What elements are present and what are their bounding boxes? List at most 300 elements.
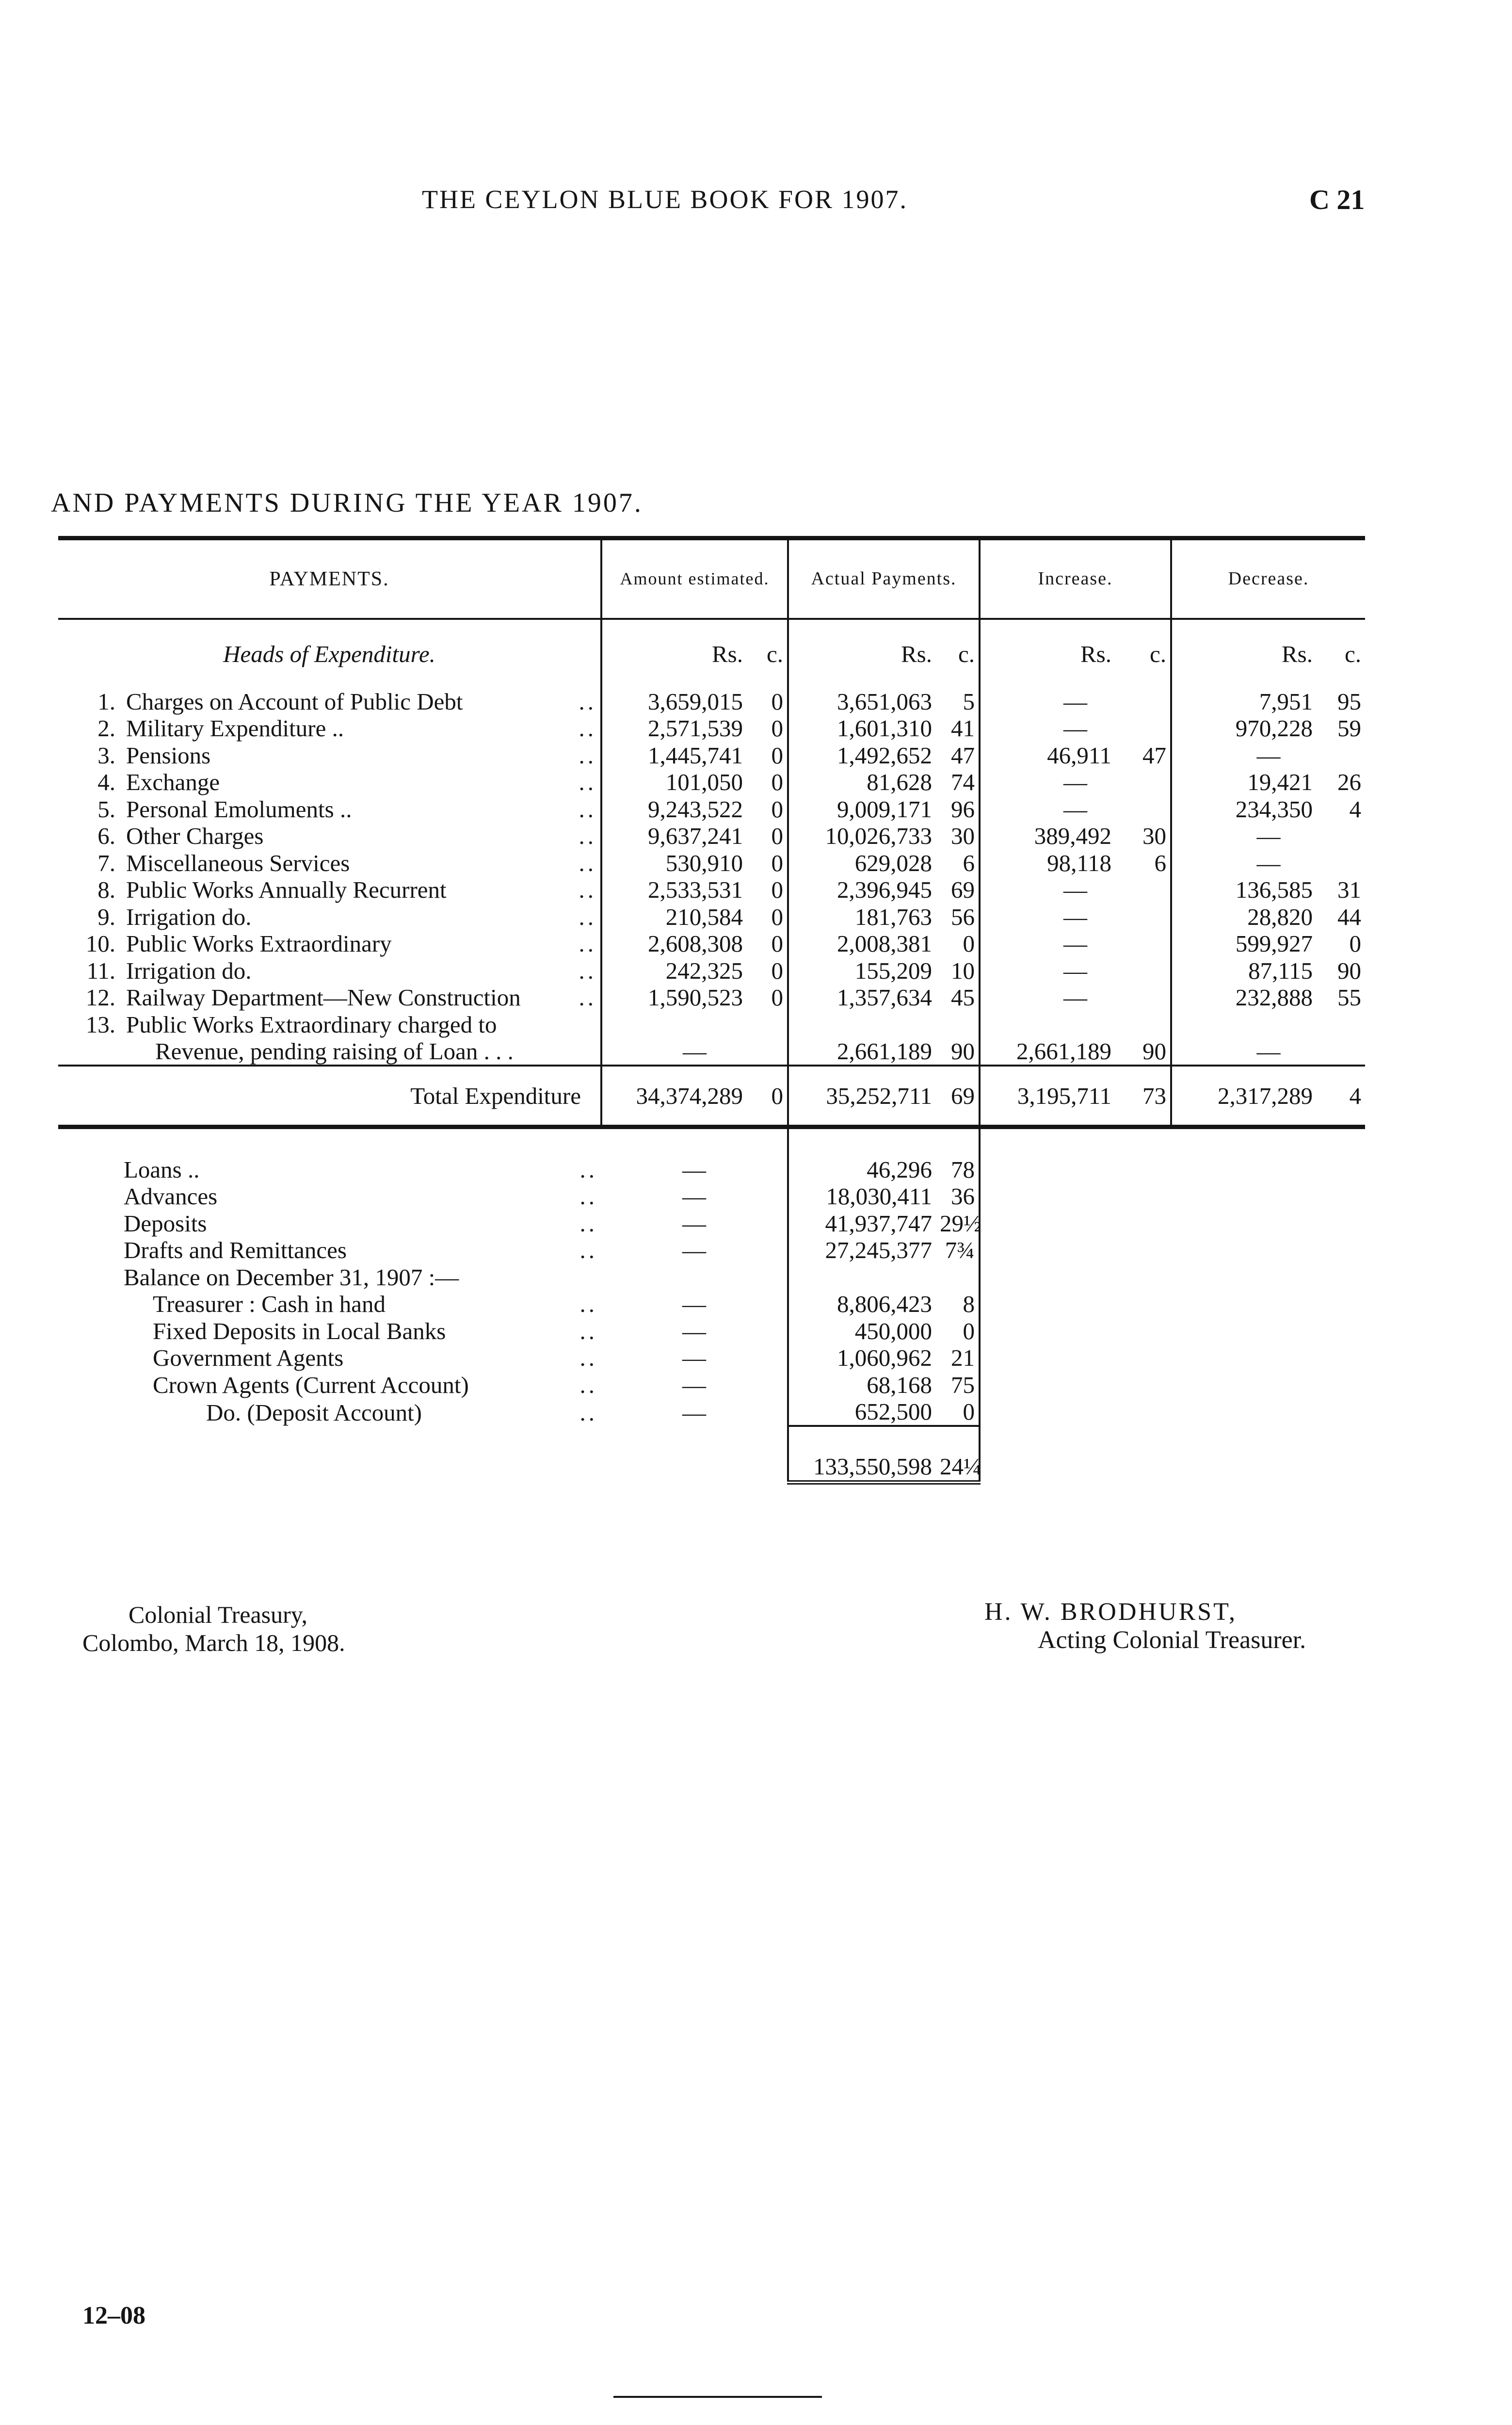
table-row	[58, 957, 1365, 984]
row-label	[58, 1210, 601, 1237]
empty-cell	[980, 1344, 1115, 1372]
row-label	[58, 1291, 601, 1318]
item-13-body	[58, 1011, 1365, 1156]
col-decrease: Decrease.	[1171, 538, 1365, 619]
empty-cell	[1115, 1263, 1171, 1291]
actual-c: 56	[951, 903, 975, 930]
decrease-rs: 136,585	[1171, 876, 1317, 904]
leader-dots: ..	[579, 688, 596, 715]
empty-cell	[1171, 1317, 1317, 1344]
estimated-c: 0	[771, 742, 783, 769]
estimated-rs: 3,659,015	[601, 688, 747, 715]
row-label-text: Do. (Deposit Account)	[206, 1399, 422, 1426]
actual-rs: 27,245,377	[788, 1237, 936, 1264]
actual-rs: 629,028	[788, 849, 936, 876]
row-label-text: Drafts and Remittances	[124, 1237, 347, 1263]
leader-dots: ..	[579, 715, 596, 742]
treasury-address	[82, 1600, 345, 1657]
row-label-text: Irrigation do.	[126, 903, 252, 930]
decrease-c: 90	[1337, 957, 1361, 984]
treasury-line: Colonial Treasury,	[129, 1601, 307, 1628]
estimated-c: 0	[771, 688, 783, 715]
total-est-rs: 34,374,289	[601, 1066, 747, 1127]
heads-row	[58, 619, 1365, 688]
empty-cell	[980, 1371, 1115, 1398]
estimated-c: 0	[771, 715, 783, 742]
estimated-value: —	[682, 1156, 706, 1183]
table-row	[58, 849, 1365, 876]
leader-dots: ..	[579, 742, 596, 769]
estimated-rs: 1,445,741	[601, 742, 747, 769]
row-label-text: Personal Emoluments ..	[126, 795, 352, 823]
increase-value: —	[980, 957, 1171, 984]
actual-c: 8	[936, 1291, 980, 1318]
list-item	[58, 1291, 1365, 1318]
actual-c: 78	[936, 1156, 980, 1183]
expenditure-body	[58, 619, 1365, 1011]
actual-c: 0	[936, 1317, 980, 1344]
empty-cell	[1171, 1263, 1317, 1291]
actual-c: 47	[951, 742, 975, 769]
actual-rs: 155,209	[788, 957, 936, 984]
estimated-c: 0	[771, 930, 783, 957]
actual-c: 96	[951, 795, 975, 823]
empty-cell	[980, 1291, 1115, 1318]
actual-rs: 81,628	[788, 769, 936, 796]
actual-rs: 8,806,423	[788, 1291, 936, 1318]
actual-c: 74	[951, 769, 975, 795]
estimated-c: 0	[771, 769, 783, 795]
actual-c: 75	[936, 1371, 980, 1398]
decrease-rs: 28,820	[1171, 903, 1317, 930]
actual-rs: 181,763	[788, 903, 936, 930]
row-label	[58, 742, 601, 769]
signatory-name: H. W. BRODHURST,	[984, 1598, 1238, 1626]
row-label-text: Military Expenditure ..	[126, 715, 344, 742]
row-label	[58, 1183, 601, 1210]
actual-rs: 2,008,381	[788, 930, 936, 957]
decrease-rs: 19,421	[1171, 769, 1317, 796]
leader-dots: ..	[579, 1210, 597, 1237]
row-label-text: Miscellaneous Services	[126, 849, 350, 876]
empty-cell	[1115, 1183, 1171, 1210]
estimated-rs: 2,571,539	[601, 715, 747, 742]
empty-cell	[980, 1317, 1115, 1344]
empty-cell	[1317, 1183, 1365, 1210]
section-title: AND PAYMENTS DURING THE YEAR 1907.	[51, 488, 643, 518]
row-label	[58, 849, 601, 876]
estimated-value: —	[682, 1210, 706, 1237]
empty-cell	[1171, 1398, 1317, 1426]
actual-rs: 450,000	[788, 1317, 936, 1344]
empty-cell	[1115, 1210, 1171, 1237]
row-label	[58, 1317, 601, 1344]
payments-table	[58, 536, 1365, 1485]
decrease-c: 31	[1337, 876, 1361, 903]
leader-dots: ..	[579, 1371, 597, 1398]
empty-cell	[1317, 1210, 1365, 1237]
spacer-row	[58, 1127, 1365, 1156]
actual-rs	[788, 1263, 936, 1291]
row-label	[58, 903, 601, 930]
decrease-rs: 234,350	[1171, 795, 1317, 823]
actual-c: 69	[951, 876, 975, 903]
row-label-text: Fixed Deposits in Local Banks	[153, 1317, 446, 1344]
actual-rs: 1,060,962	[788, 1344, 936, 1372]
estimated-rs: 2,533,531	[601, 876, 747, 904]
increase-value: —	[980, 795, 1171, 823]
estimated-c: 0	[771, 876, 783, 903]
actual-c: 41	[951, 715, 975, 742]
total-dec-rs: 2,317,289	[1171, 1066, 1317, 1127]
row-label	[58, 823, 601, 850]
signatory-title: Acting Colonial Treasurer.	[1038, 1626, 1306, 1654]
increase-rs: 389,492	[980, 823, 1115, 850]
total-label: Total Expenditure	[58, 1066, 601, 1127]
row-label	[58, 795, 601, 823]
table-row	[58, 823, 1365, 850]
empty-cell	[980, 1210, 1115, 1237]
estimated-rs: 101,050	[601, 769, 747, 796]
empty-cell	[1115, 1317, 1171, 1344]
date-line: Colombo, March 18, 1908.	[82, 1629, 345, 1656]
actual-c: 7¾	[936, 1237, 980, 1264]
estimated-rs: 210,584	[601, 903, 747, 930]
table-row	[58, 715, 1365, 742]
estimated-rs: 1,590,523	[601, 984, 747, 1011]
row-label-text: Crown Agents (Current Account)	[153, 1371, 469, 1398]
row-label	[58, 1263, 601, 1291]
actual-c: 30	[951, 823, 975, 849]
col-increase: Increase.	[980, 538, 1171, 619]
actual-rs: 2,661,189	[788, 1038, 936, 1066]
closing-rule	[613, 2396, 822, 2398]
list-item	[58, 1317, 1365, 1344]
decrease-value: —	[1171, 849, 1365, 876]
unit-rs: Rs.	[980, 619, 1115, 688]
leader-dots: ..	[579, 849, 596, 876]
total-inc-rs: 3,195,711	[980, 1066, 1115, 1127]
actual-rs: 652,500	[788, 1398, 936, 1426]
actual-rs: 46,296	[788, 1156, 936, 1183]
actual-rs: 41,937,747	[788, 1210, 936, 1237]
table-row	[58, 795, 1365, 823]
row-label	[58, 1156, 601, 1183]
actual-c	[936, 1263, 980, 1291]
row-number: 11.	[86, 957, 115, 984]
actual-rs: 2,396,945	[788, 876, 936, 904]
row-number: 13.	[85, 1011, 115, 1038]
increase-value: —	[980, 930, 1171, 957]
table-header-row	[58, 538, 1365, 619]
row-label-text: Irrigation do.	[126, 957, 252, 984]
estimated-rs: 530,910	[601, 849, 747, 876]
estimated-value: —	[682, 1317, 706, 1344]
decrease-value: —	[1171, 1038, 1365, 1066]
leader-dots: ..	[579, 876, 596, 903]
list-item	[58, 1183, 1365, 1210]
decrease-rs: 7,951	[1171, 688, 1317, 715]
actual-c: 0	[963, 930, 975, 957]
estimated-c: 0	[771, 849, 783, 876]
row-label-text: Other Charges	[126, 823, 264, 849]
row-label	[58, 1398, 601, 1426]
estimated-rs: 2,608,308	[601, 930, 747, 957]
actual-c: 6	[963, 849, 975, 876]
decrease-rs: 232,888	[1171, 984, 1317, 1011]
total-act-c: 69	[936, 1066, 980, 1127]
leader-dots: ..	[579, 795, 596, 823]
row-label-text: Loans ..	[124, 1156, 200, 1183]
actual-c: 0	[936, 1398, 980, 1426]
row-label-text: Advances	[124, 1183, 218, 1210]
row-number: 5.	[97, 795, 115, 823]
decrease-c: 0	[1349, 930, 1361, 957]
empty-cell	[1171, 1183, 1317, 1210]
col-payments: PAYMENTS.	[58, 538, 601, 619]
actual-rs: 18,030,411	[788, 1183, 936, 1210]
row-number: 12.	[85, 984, 115, 1011]
leader-dots: ..	[579, 1344, 597, 1371]
row-label-text: Railway Department—New Construction	[126, 984, 521, 1011]
grand-total-row	[58, 1426, 1365, 1483]
row-number: 10.	[85, 930, 115, 957]
row-label	[58, 688, 601, 715]
table-row	[58, 930, 1365, 957]
decrease-rs: 970,228	[1171, 715, 1317, 742]
actual-rs: 68,168	[788, 1371, 936, 1398]
row-label-text: Balance on December 31, 1907 :—	[124, 1263, 459, 1291]
leader-dots: ..	[579, 823, 596, 849]
actual-c: 29½	[936, 1210, 980, 1237]
decrease-rs: 87,115	[1171, 957, 1317, 984]
list-item	[58, 1237, 1365, 1264]
row-label	[58, 1237, 601, 1264]
leader-dots: ..	[579, 984, 596, 1011]
row-label	[58, 876, 601, 904]
list-item	[58, 1263, 1365, 1291]
estimated-value: —	[601, 1038, 788, 1066]
leader-dots: ..	[579, 1156, 597, 1183]
estimated-rs: 9,243,522	[601, 795, 747, 823]
decrease-rs: 599,927	[1171, 930, 1317, 957]
leader-dots: ..	[579, 1399, 597, 1426]
col-estimated: Amount estimated.	[601, 538, 788, 619]
empty-cell	[980, 1263, 1115, 1291]
row-number: 8.	[97, 876, 115, 903]
increase-c: 6	[1154, 849, 1166, 876]
table-row	[58, 769, 1365, 796]
actual-rs: 1,601,310	[788, 715, 936, 742]
decrease-value: —	[1171, 823, 1365, 850]
decrease-c: 44	[1337, 903, 1361, 930]
row-label	[58, 930, 601, 957]
empty-cell	[980, 1156, 1115, 1183]
estimated-c: 0	[771, 823, 783, 849]
list-item	[58, 1398, 1365, 1426]
leader-dots: ..	[579, 1237, 597, 1263]
footer-code: 12–08	[82, 2302, 145, 2329]
actual-rs: 9,009,171	[788, 795, 936, 823]
row-label-text: Public Works Extraordinary	[126, 930, 392, 957]
increase-value: —	[980, 688, 1171, 715]
empty-cell	[1317, 1317, 1365, 1344]
estimated-value: —	[682, 1399, 706, 1426]
empty-cell	[1317, 1237, 1365, 1264]
row-label-text: Exchange	[126, 769, 220, 795]
total-dec-c: 4	[1317, 1066, 1365, 1127]
estimated-c: 0	[771, 957, 783, 984]
row-number: 3.	[97, 742, 115, 769]
actual-c: 21	[936, 1344, 980, 1372]
estimated-rs: 9,637,241	[601, 823, 747, 850]
increase-value: —	[980, 876, 1171, 904]
empty-cell	[1115, 1371, 1171, 1398]
actual-rs: 1,492,652	[788, 742, 936, 769]
unit-c: c.	[1150, 640, 1166, 667]
empty-cell	[980, 1398, 1115, 1426]
unit-rs: Rs.	[1171, 619, 1317, 688]
leader-dots: ..	[579, 1317, 597, 1344]
row-label	[58, 1011, 601, 1038]
decrease-c: 55	[1337, 984, 1361, 1011]
empty-cell	[1171, 1237, 1317, 1264]
empty-cell	[1317, 1398, 1365, 1426]
empty-cell	[1115, 1291, 1171, 1318]
row-label-text: Treasurer : Cash in hand	[153, 1291, 386, 1317]
row-label	[58, 1344, 601, 1372]
total-est-c: 0	[747, 1066, 788, 1127]
page-header: THE CEYLON BLUE BOOK FOR 1907.	[422, 185, 908, 214]
leader-dots: ..	[579, 769, 596, 795]
row-number: 2.	[97, 715, 115, 742]
list-item	[58, 1156, 1365, 1183]
estimated-rs: 242,325	[601, 957, 747, 984]
unit-rs: Rs.	[788, 619, 936, 688]
list-item	[58, 1371, 1365, 1398]
increase-value: —	[980, 984, 1171, 1011]
row-label-text: Public Works Extraordinary charged to	[126, 1011, 497, 1038]
row-label	[58, 769, 601, 796]
grand-total-body	[58, 1426, 1365, 1483]
table-row	[58, 903, 1365, 930]
table-row	[58, 688, 1365, 715]
actual-c: 45	[951, 984, 975, 1011]
decrease-c: 26	[1337, 769, 1361, 795]
increase-rs: 98,118	[980, 849, 1115, 876]
decrease-c: 4	[1349, 795, 1361, 823]
row-label-text: Charges on Account of Public Debt	[126, 688, 463, 715]
estimated-value: —	[682, 1344, 706, 1371]
heads-label: Heads of Expenditure.	[223, 640, 435, 667]
empty-cell	[1317, 1371, 1365, 1398]
leader-dots: ..	[579, 1183, 597, 1210]
list-item	[58, 1210, 1365, 1237]
decrease-c: 95	[1337, 688, 1361, 715]
increase-value: —	[980, 903, 1171, 930]
row-label	[58, 957, 601, 984]
actual-rs: 10,026,733	[788, 823, 936, 850]
row-number: 4.	[97, 769, 115, 795]
empty-cell	[980, 1237, 1115, 1264]
row-label-text: Government Agents	[153, 1344, 344, 1371]
row-label	[58, 715, 601, 742]
unit-rs: Rs.	[601, 619, 747, 688]
actual-c: 90	[951, 1038, 975, 1065]
increase-c: 47	[1142, 742, 1166, 769]
row-label-text: Deposits	[124, 1210, 207, 1237]
actual-c: 5	[963, 688, 975, 715]
row-number: 1.	[97, 688, 115, 715]
increase-value: —	[980, 715, 1171, 742]
row-number: 7.	[97, 849, 115, 876]
increase-rs: 46,911	[980, 742, 1115, 769]
actual-rs: 3,651,063	[788, 688, 936, 715]
leader-dots: ..	[579, 903, 596, 930]
table-row	[58, 1011, 1365, 1038]
col-actual: Actual Payments.	[788, 538, 980, 619]
total-inc-c: 73	[1115, 1066, 1171, 1127]
estimated-c: 0	[771, 795, 783, 823]
leader-dots: ..	[579, 930, 596, 957]
total-act-rs: 35,252,711	[788, 1066, 936, 1127]
leader-dots: ..	[579, 957, 596, 984]
empty-cell	[1115, 1344, 1171, 1372]
empty-cell	[1317, 1263, 1365, 1291]
decrease-c: 59	[1337, 715, 1361, 742]
estimated-value: —	[682, 1371, 706, 1398]
estimated-value: —	[682, 1237, 706, 1263]
empty-cell	[1115, 1237, 1171, 1264]
empty-cell	[1171, 1344, 1317, 1372]
grand-total-rs: 133,550,598	[788, 1426, 936, 1483]
other-payments-body	[58, 1156, 1365, 1426]
page-number: C 21	[1309, 184, 1365, 215]
increase-value: —	[980, 769, 1171, 796]
actual-c: 10	[951, 957, 975, 984]
table-row	[58, 1038, 1365, 1066]
decrease-value: —	[1171, 742, 1365, 769]
leader-dots: ..	[579, 1291, 597, 1317]
row-label-text: Revenue, pending raising of Loan . . .	[155, 1038, 514, 1065]
actual-rs: 1,357,634	[788, 984, 936, 1011]
empty-cell	[1115, 1398, 1171, 1426]
actual-c: 36	[936, 1183, 980, 1210]
signatory	[984, 1598, 1306, 1654]
table-row	[58, 742, 1365, 769]
estimated-value	[601, 1263, 788, 1291]
estimated-value: —	[682, 1183, 706, 1210]
table-row	[58, 876, 1365, 904]
empty-cell	[980, 1183, 1115, 1210]
increase-rs: 2,661,189	[980, 1038, 1115, 1066]
row-label	[58, 1371, 601, 1398]
estimated-value: —	[682, 1291, 706, 1317]
list-item	[58, 1344, 1365, 1372]
increase-c: 90	[1142, 1038, 1166, 1065]
empty-cell	[1115, 1156, 1171, 1183]
row-label	[58, 984, 601, 1011]
row-label-text: Public Works Annually Recurrent	[126, 876, 447, 903]
estimated-c: 0	[771, 903, 783, 930]
total-row	[58, 1066, 1365, 1127]
empty-cell	[1171, 1291, 1317, 1318]
unit-c: c.	[958, 640, 975, 667]
empty-cell	[1317, 1344, 1365, 1372]
unit-c: c.	[1345, 640, 1361, 667]
empty-cell	[1317, 1156, 1365, 1183]
empty-cell	[1171, 1210, 1317, 1237]
